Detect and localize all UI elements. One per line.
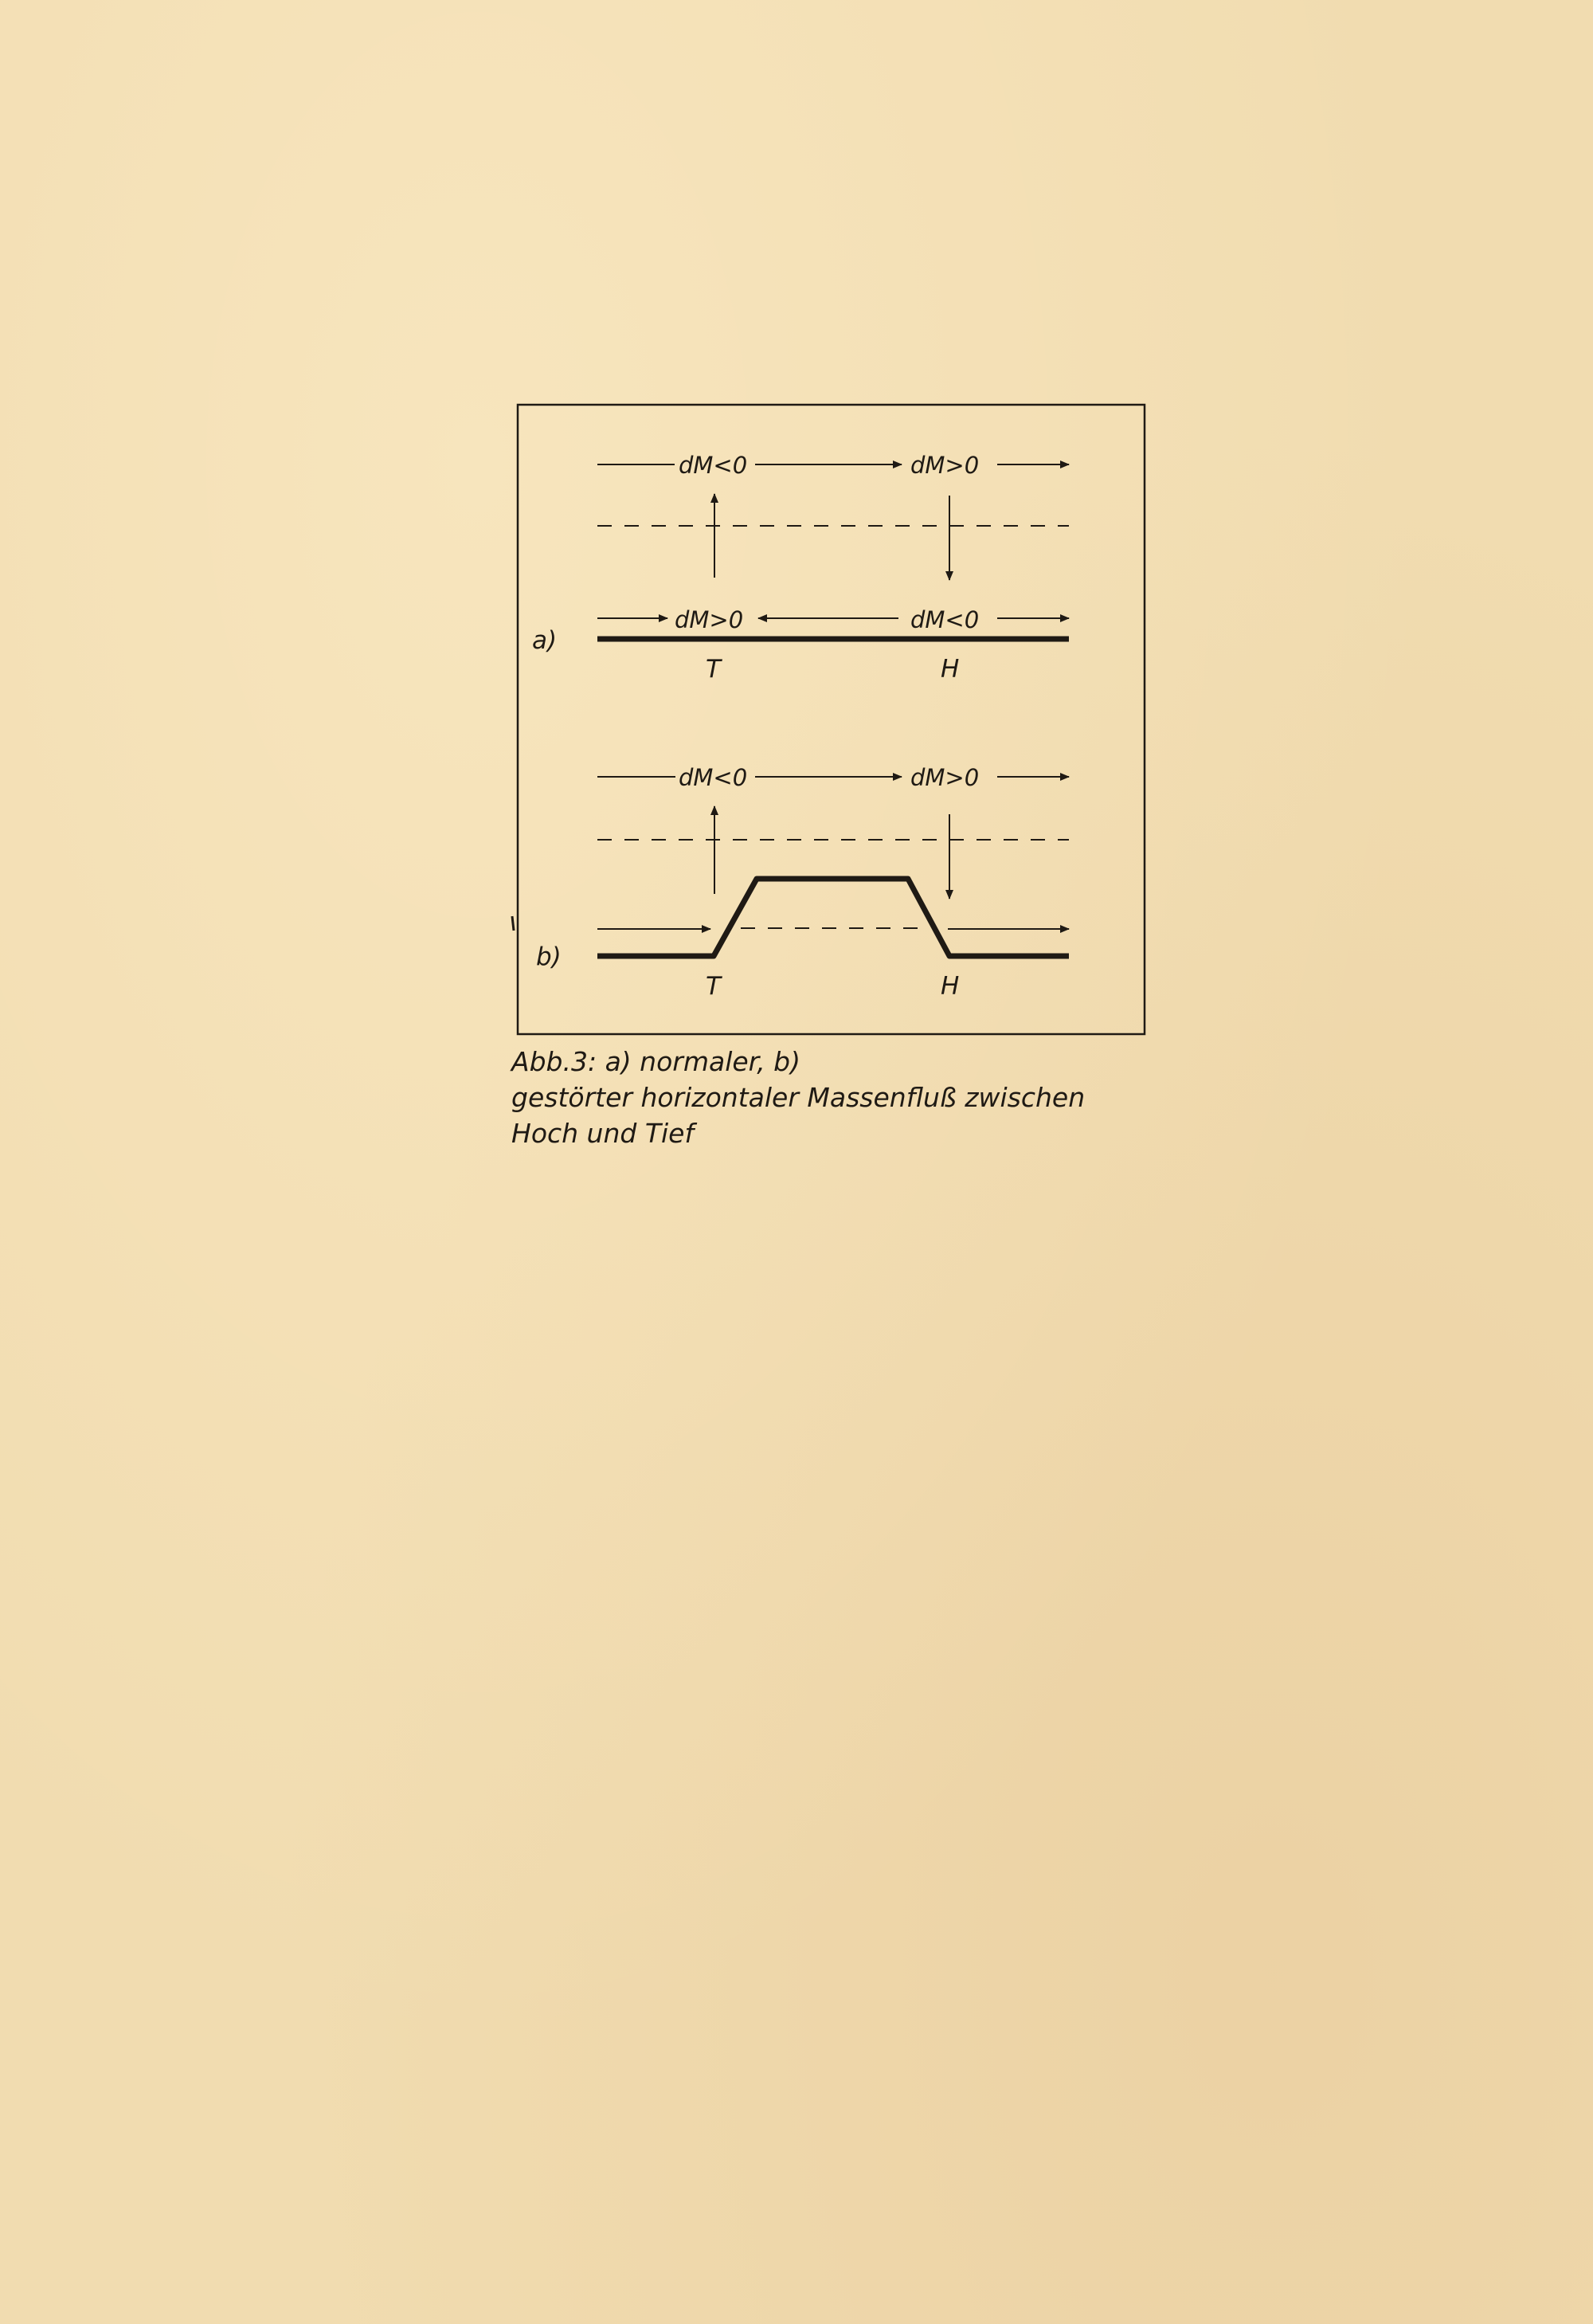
b-low-marker: T [706, 972, 721, 1001]
a-panel-label: a) [532, 626, 558, 655]
caption-line-2: gestörter horizontaler Massenfluß zwischen [511, 1082, 1086, 1113]
b-panel-label: b) [536, 943, 562, 971]
a-top-right-label: dM>0 [910, 452, 980, 479]
panel-b [536, 764, 1069, 1001]
figure-frame [518, 405, 1145, 1034]
panel-a [532, 452, 1069, 684]
b-high-marker: H [941, 972, 960, 1001]
a-bottom-left-label: dM>0 [675, 606, 744, 633]
caption-line-3: Hoch und Tief [511, 1118, 695, 1149]
b-top-right-label: dM>0 [910, 764, 980, 791]
a-bottom-right-label: dM<0 [910, 606, 980, 633]
a-top-left-label: dM<0 [679, 452, 748, 479]
b-ground-profile [597, 879, 1069, 956]
a-high-marker: H [941, 655, 960, 684]
stray-pen-mark [512, 916, 514, 931]
figure-caption [511, 1044, 1228, 1151]
caption-line-1: Abb.3: a) normaler, b) [511, 1046, 800, 1077]
b-top-left-label: dM<0 [679, 764, 748, 791]
a-low-marker: T [706, 655, 721, 684]
